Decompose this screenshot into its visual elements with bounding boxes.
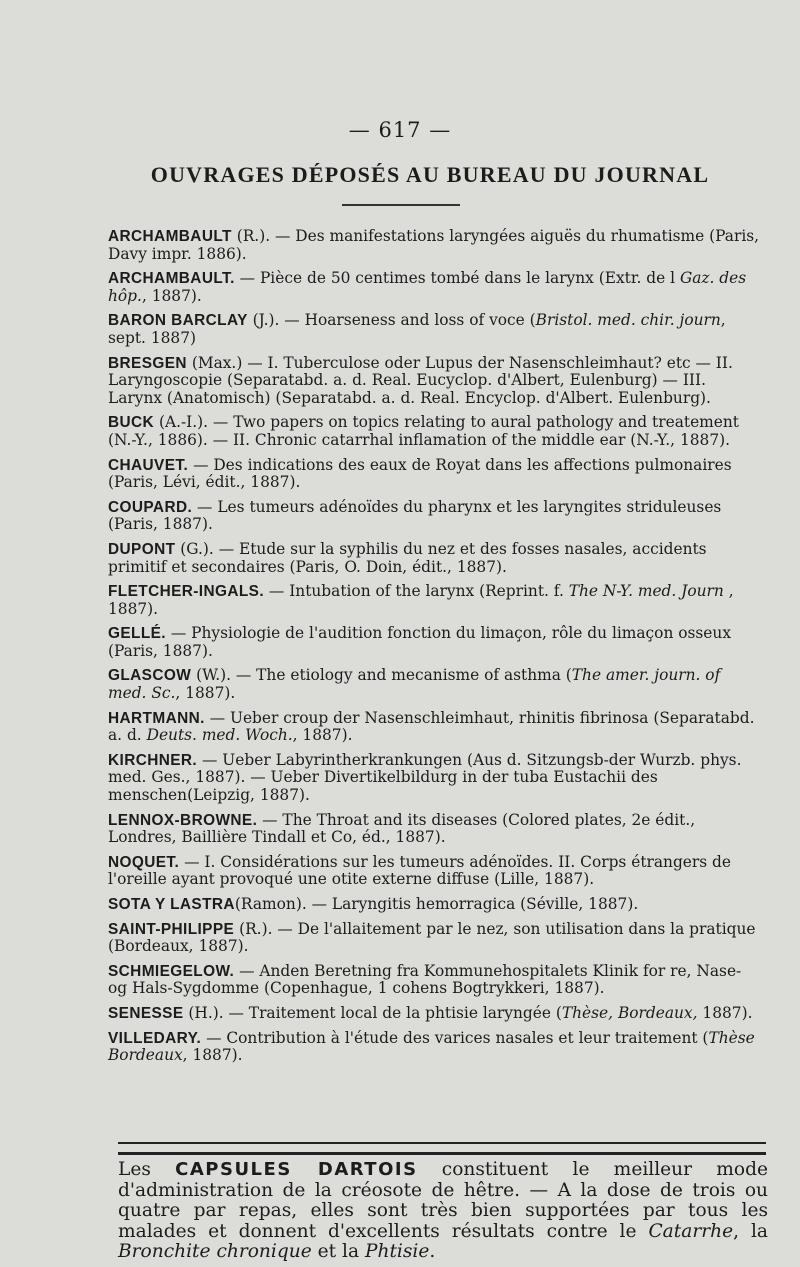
bibliography-entry (108, 812, 760, 847)
bibliography-entry (108, 1030, 760, 1065)
entry-text: — Les tumeurs adénoïdes du pharynx et les laryngites striduleuses (Paris, 1887). (108, 497, 722, 534)
bibliography-entry (108, 499, 760, 534)
double-divider (118, 1142, 766, 1155)
bibliography-entry (108, 1005, 760, 1023)
bibliography-entry (108, 625, 760, 660)
bibliography-entry (108, 583, 760, 618)
entry-text: (G.). — Etude sur la syphilis du nez et des fosses nasales, accidents primitif et secondaires (Paris, O. Doin, édit., 1887). (108, 539, 707, 576)
entry-text: — Physiologie de l'audition fonction du limaçon, rôle du limaçon osseux (Paris, 1887). (108, 624, 732, 660)
bibliography-entry (108, 710, 760, 745)
entry-text: (W.). — The etiology and mecanisme of asthma ( (191, 666, 572, 685)
entry-text-end: , 1887). (292, 726, 353, 745)
entry-text: (A.-I.). — Two papers on topics relating to aural pathology and treatement (N.-Y., 1886). — II. Chronic catarrhal inflamation of the middle ear (N.-Y., 1887). (108, 413, 739, 449)
entry-author: SAINT-PHILIPPE (108, 920, 235, 938)
entry-author: BRESGEN (108, 354, 187, 372)
entry-author: KIRCHNER. (108, 751, 198, 769)
entry-author: SENESSE (108, 1004, 184, 1022)
entry-author: SCHMIEGELOW. (108, 962, 235, 980)
advert-brand: CAPSULES DARTOIS (175, 1159, 418, 1180)
advert-catarrhe: Catarrhe (648, 1220, 734, 1242)
entry-text: — Intubation of the larynx (Reprint. f. (264, 582, 569, 601)
advert-sep1: , la (733, 1220, 768, 1242)
page-number: — 617 — (348, 118, 452, 142)
entry-author: GELLÉ. (108, 625, 166, 643)
title-divider (342, 204, 460, 206)
bibliography-entry (108, 921, 760, 956)
entry-text: — I. Considérations sur les tumeurs adénoïdes. II. Corps étrangers de l'oreille ayant provoqué une otite externe diffuse (Lille, 1887). (108, 852, 732, 889)
entry-text-end: , 1887). (108, 582, 734, 618)
advert-phtisie: Phtisie (364, 1241, 430, 1263)
entry-journal: The N-Y. med. Journ (568, 582, 724, 601)
entry-author: ARCHAMBAULT (108, 228, 232, 245)
entry-text: (Max.) — I. Tuberculose oder Lupus der Nasenschleimhaut? etc — II. Laryngoscopie (Separatabd. a. d. Real. Eucyclop. d'Albert, Eulenburg) — III. Larynx (Anatomisch) (Separatabd. a. d. Real. Encyclop. d'Albert. Eulenburg). (108, 353, 733, 407)
entry-text: — Ueber Labyrintherkrankungen (Aus d. Sitzungsb-der Wurzb. phys. med. Ges., 1887). — Ueber Divertikelbildurg in der tuba Eustachii des menschen(Leipzig, 1887). (108, 750, 742, 805)
entry-author: ARCHAMBAULT. (108, 270, 235, 288)
bibliography-entry (108, 667, 760, 702)
advert-lead: Les (118, 1159, 176, 1180)
entry-text-end: 1887). (697, 1003, 753, 1022)
entry-author: HARTMANN. (108, 709, 205, 727)
entry-author: SOTA Y LASTRA (108, 896, 235, 913)
entry-text: (Ramon). — Laryngitis hemorragica (Séville, 1887). (234, 895, 639, 913)
entry-author: BARON BARCLAY (108, 312, 248, 330)
entry-text-end: , sept. 1887) (108, 311, 726, 347)
entry-author: DUPONT (108, 540, 176, 558)
bibliography-entry (108, 541, 760, 576)
entry-journal: Gaz. des hôp. (108, 269, 747, 305)
bibliography-entry (108, 414, 760, 449)
entry-journal: Thèse, Bordeaux, (561, 1003, 698, 1022)
entry-text-end: , 1887). (141, 286, 202, 305)
bibliography-entry (108, 896, 760, 914)
bibliography-entry (108, 312, 760, 347)
entry-journal: Bristol. med. chir. journ (535, 311, 721, 330)
advertisement (118, 1160, 768, 1263)
entry-text: — Des indications des eaux de Royat dans les affections pulmonaires (Paris, Lévi, édit., 1887). (108, 455, 732, 492)
bibliography-list (108, 228, 760, 1072)
entry-text: (R.). — Des manifestations laryngées aiguës du rhumatisme (Paris, Davy impr. 1886). (108, 227, 760, 263)
bibliography-entry (108, 355, 760, 408)
entry-text: — Ueber croup der Nasenschleimhaut, rhinitis fibrinosa (Separatabd. a. d. (108, 708, 755, 745)
entry-journal: Deuts. med. Woch. (146, 726, 293, 745)
entry-text: (H.). — Traitement local de la phtisie laryngée ( (183, 1003, 562, 1022)
page-title: OUVRAGES DÉPOSÉS AU BUREAU DU JOURNAL (150, 162, 710, 187)
advert-sep2: et la (311, 1241, 365, 1263)
bibliography-entry (108, 270, 760, 305)
advert-bronchite: Bronchite chronique (118, 1241, 312, 1263)
entry-author: COUPARD. (108, 498, 193, 516)
entry-text-end: , 1887). (175, 684, 236, 703)
entry-journal: The amer. journ. of med. Sc. (108, 666, 721, 703)
entry-author: VILLEDARY. (108, 1029, 202, 1047)
entry-text: — The Throat and its diseases (Colored plates, 2e édit., Londres, Baillière Tindall et Co, éd., 1887). (108, 810, 696, 847)
entry-journal: Thèse Bordeaux (108, 1028, 755, 1065)
entry-author: FLETCHER-INGALS. (108, 583, 265, 601)
entry-author: GLASCOW (108, 667, 192, 685)
entry-text-end: , 1887). (182, 1046, 243, 1065)
advert-end: . (429, 1241, 436, 1263)
bibliography-entry (108, 457, 760, 492)
entry-author: CHAUVET. (108, 456, 189, 474)
bibliography-entry (108, 228, 760, 263)
bibliography-entry (108, 854, 760, 889)
entry-text: (J.). — Hoarseness and loss of voce ( (247, 311, 536, 330)
bibliography-entry (108, 752, 760, 805)
entry-author: LENNOX-BROWNE. (108, 811, 258, 829)
entry-author: BUCK (108, 414, 155, 432)
entry-author: NOQUET. (108, 853, 180, 871)
advert-body: constituent le meilleur mode d'administration de la créosote de hêtre. — A la dose de trois ou quatre par repas, elles sont très bien supportées par tous les malades et donnent d'excellents résultats contre le (118, 1159, 769, 1242)
entry-text: — Anden Beretning fra Kommunehospitalets Klinik for re, Nase-og Hals-Sygdomme (Copenhague, 1 cohens Bogtrykkeri, 1887). (108, 961, 742, 998)
bibliography-entry (108, 963, 760, 998)
entry-text: (R.). — De l'allaitement par le nez, son utilisation dans la pratique (Bordeaux, 1887). (108, 919, 756, 956)
entry-text: — Contribution à l'étude des varices nasales et leur traitement ( (201, 1028, 709, 1047)
entry-text: — Pièce de 50 centimes tombé dans le larynx (Extr. de l (234, 269, 680, 288)
